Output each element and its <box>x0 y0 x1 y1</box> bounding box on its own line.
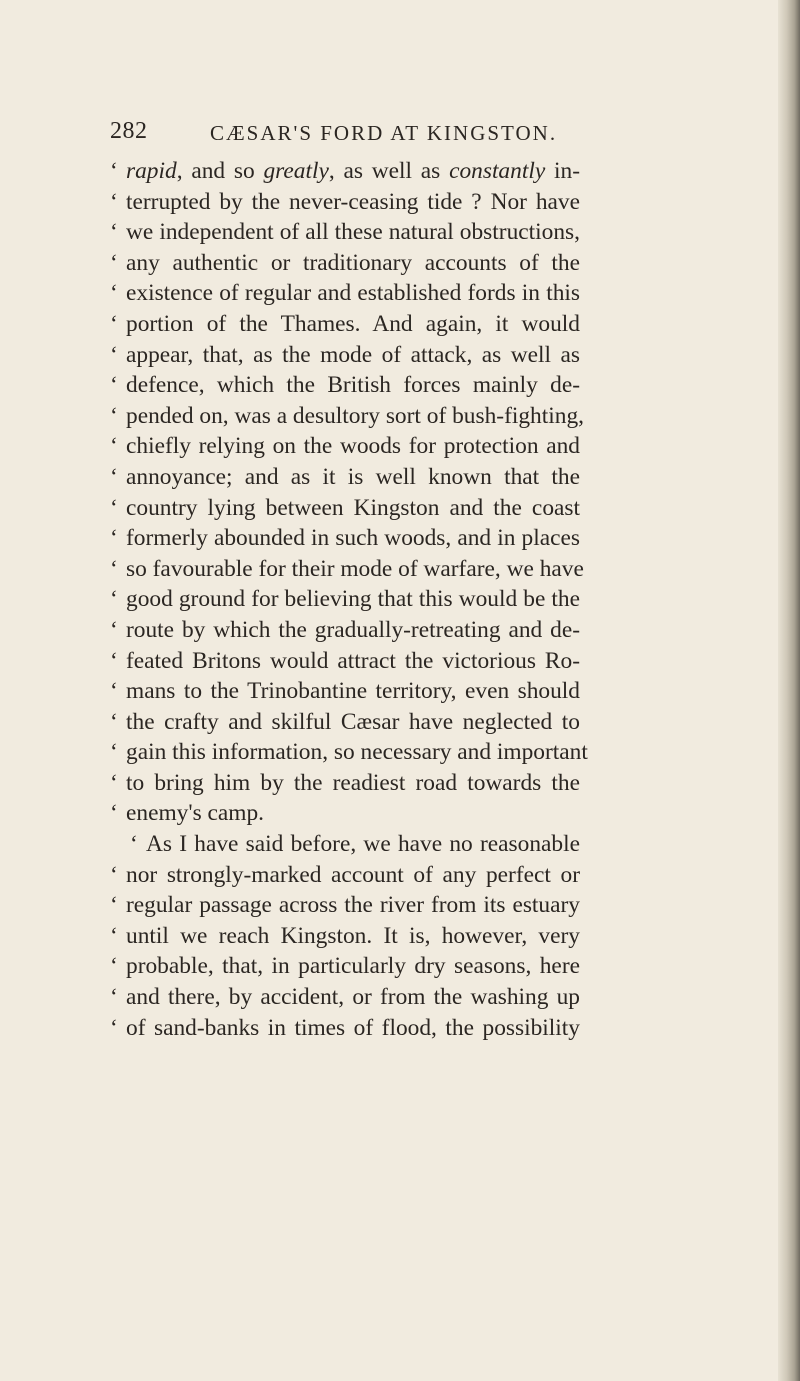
line-text: annoyance; and as it is well known that the <box>126 463 580 490</box>
quote-mark: ‘ <box>110 280 118 307</box>
line-text: appear, that, as the mode of attack, as well as <box>126 341 580 368</box>
line-text: portion of the Thames. And again, it would <box>126 310 580 337</box>
text-line <box>110 615 580 646</box>
quote-mark: ‘ <box>110 372 118 399</box>
quote-mark: ‘ <box>110 1014 118 1041</box>
quote-mark: ‘ <box>110 219 118 246</box>
text-line <box>110 309 580 340</box>
text-line <box>110 248 580 279</box>
line-text: chiefly relying on the woods for protection and <box>126 433 580 460</box>
text-line <box>110 156 580 187</box>
text-line <box>110 890 580 921</box>
line-text: defence, which the British forces mainly de- <box>126 372 580 399</box>
text-line <box>110 431 580 462</box>
quote-mark: ‘ <box>110 647 118 674</box>
quote-mark: ‘ <box>110 984 118 1011</box>
line-text: pended on, was a desultory sort of bush-fighting, <box>126 402 584 429</box>
text-line <box>110 829 580 860</box>
line-text: regular passage across the river from its estuary <box>126 892 580 919</box>
text-line <box>110 676 580 707</box>
quote-mark: ‘ <box>110 861 118 888</box>
line-text: terrupted by the never-ceasing tide ? Nor have <box>126 188 580 215</box>
quote-mark: ‘ <box>110 249 118 276</box>
page-header <box>110 118 710 154</box>
text-line <box>110 860 580 891</box>
quote-mark: ‘ <box>130 831 138 858</box>
quote-mark: ‘ <box>110 892 118 919</box>
page-number: 282 <box>110 118 148 144</box>
book-binding-edge <box>778 0 800 1381</box>
line-text: the crafty and skilful Cæsar have neglected to <box>126 708 580 735</box>
line-text: any authentic or traditionary accounts of the <box>126 249 580 276</box>
quote-mark: ‘ <box>110 922 118 949</box>
quote-mark: ‘ <box>110 739 118 766</box>
quote-mark: ‘ <box>110 310 118 337</box>
line-text: until we reach Kingston. It is, however, very <box>126 922 580 949</box>
line-text: good ground for believing that this would be the <box>126 586 580 613</box>
quote-mark: ‘ <box>110 616 118 643</box>
quote-mark: ‘ <box>110 708 118 735</box>
text-line <box>110 340 580 371</box>
running-head: CÆSAR'S FORD AT KINGSTON. <box>210 121 558 145</box>
line-text: and there, by accident, or from the washing up <box>126 984 580 1011</box>
line-text: country lying between Kingston and the coast <box>126 494 580 521</box>
line-text: in- <box>545 158 580 184</box>
text-line <box>110 768 580 799</box>
line-text: we independent of all these natural obstructions, <box>126 219 580 246</box>
text-line <box>110 523 580 554</box>
italic-text: constantly <box>449 158 546 184</box>
line-text: gain this information, so necessary and important <box>126 739 588 766</box>
line-text: to bring him by the readiest road towards the <box>126 769 580 796</box>
quote-mark: ‘ <box>110 769 118 796</box>
line-text: probable, that, in particularly dry seasons, here <box>126 953 580 980</box>
text-line <box>110 707 580 738</box>
line-text: enemy's camp. <box>126 800 265 827</box>
quote-mark: ‘ <box>110 953 118 980</box>
text-line <box>110 646 580 677</box>
line-text: formerly abounded in such woods, and in places <box>126 525 580 552</box>
line-text: , as well as <box>328 158 450 184</box>
line-text: feated Britons would attract the victorious Ro- <box>126 647 580 674</box>
text-line <box>110 798 580 829</box>
line-text: nor strongly-marked account of any perfect or <box>126 861 580 888</box>
quote-mark: ‘ <box>110 494 118 521</box>
text-line <box>110 401 584 432</box>
text-line <box>110 493 580 524</box>
quote-mark: ‘ <box>110 678 118 705</box>
line-text: , and so <box>176 158 264 184</box>
text-line <box>110 951 580 982</box>
text-line <box>110 982 580 1013</box>
quote-mark: ‘ <box>110 433 118 460</box>
body-text <box>110 156 588 1043</box>
italic-text: rapid <box>126 158 177 184</box>
text-line <box>110 554 584 585</box>
line-text: route by which the gradually-retreating and de- <box>126 616 580 643</box>
line-text: so favourable for their mode of warfare, we have <box>126 555 584 582</box>
quote-mark: ‘ <box>110 341 118 368</box>
text-line <box>110 1013 580 1044</box>
text-line <box>110 921 580 952</box>
line-text: existence of regular and established fords in this <box>126 280 580 307</box>
text-line <box>110 217 580 248</box>
text-line <box>110 584 580 615</box>
text-line <box>110 462 580 493</box>
text-line <box>110 278 580 309</box>
line-text: mans to the Trinobantine territory, even should <box>126 678 580 705</box>
quote-mark: ‘ <box>110 463 118 490</box>
italic-text: greatly <box>263 158 329 184</box>
text-line <box>110 187 580 218</box>
quote-mark: ‘ <box>110 158 118 184</box>
line-text: As I have said before, we have no reasonable <box>146 831 580 858</box>
quote-mark: ‘ <box>110 188 118 215</box>
quote-mark: ‘ <box>110 586 118 613</box>
line-text: of sand-banks in times of flood, the possibility <box>126 1014 580 1041</box>
quote-mark: ‘ <box>110 800 118 827</box>
quote-mark: ‘ <box>110 402 118 429</box>
quote-mark: ‘ <box>110 525 118 552</box>
text-line <box>110 737 588 768</box>
quote-mark: ‘ <box>110 555 118 582</box>
text-line <box>110 370 580 401</box>
